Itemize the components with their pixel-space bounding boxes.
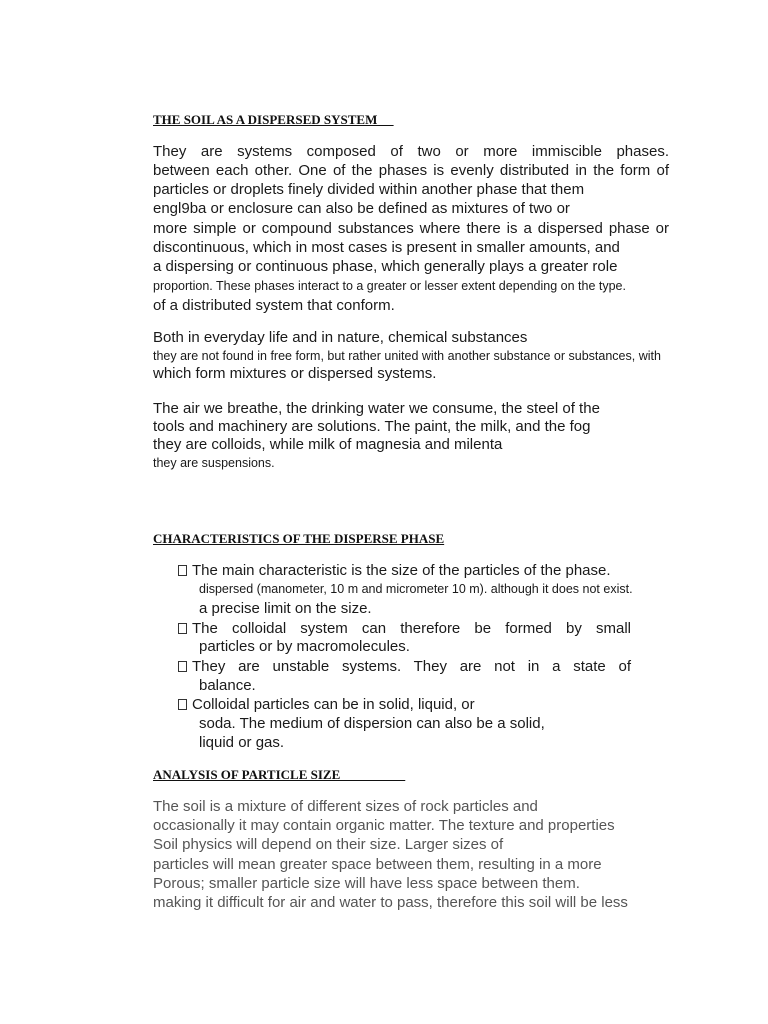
section-heading-disperse-phase: CHARACTERISTICS OF THE DISPERSE PHASE bbox=[153, 531, 445, 546]
bullet-item bbox=[178, 696, 475, 714]
bullet-item bbox=[178, 562, 611, 580]
paragraph-line: between each other. One of the phases is evenly distributed in the form of bbox=[153, 162, 669, 179]
paragraph-line: they are colloids, while milk of magnesia and milenta bbox=[153, 436, 503, 453]
bullet-box-icon bbox=[178, 623, 187, 634]
paragraph-line: tools and machinery are solutions. The paint, the milk, and the fog bbox=[153, 418, 591, 435]
paragraph-line: they are suspensions. bbox=[153, 456, 275, 470]
paragraph-line: more simple or compound substances where there is a dispersed phase or bbox=[153, 220, 669, 237]
paragraph-line: making it difficult for air and water to pass, therefore this soil will be less bbox=[153, 894, 628, 911]
section-heading-particle-size: ANALYSIS OF PARTICLE SIZE bbox=[153, 767, 406, 782]
paragraph-line: particles or droplets finely divided within another phase that them bbox=[153, 181, 585, 198]
paragraph-line: which form mixtures or dispersed systems. bbox=[153, 365, 437, 382]
paragraph-line: Porous; smaller particle size will have less space between them. bbox=[153, 875, 580, 892]
bullet-continuation: dispersed (manometer, 10 m and micrometer 10 m). although it does not exist. bbox=[199, 582, 633, 596]
paragraph-line: they are not found in free form, but rather united with another substance or substances, with bbox=[153, 349, 661, 363]
paragraph-line: They are systems composed of two or more immiscible phases. bbox=[153, 143, 669, 160]
paragraph-line: proportion. These phases interact to a greater or lesser extent depending on the type. bbox=[153, 279, 626, 293]
bullet-box-icon bbox=[178, 699, 187, 710]
paragraph-line: of a distributed system that conform. bbox=[153, 297, 395, 314]
bullet-continuation: balance. bbox=[199, 677, 256, 694]
bullet-item bbox=[178, 620, 631, 638]
bullet-continuation: soda. The medium of dispersion can also be a solid, bbox=[199, 715, 545, 732]
paragraph-line: particles will mean greater space between them, resulting in a more bbox=[153, 856, 602, 873]
paragraph-line: The soil is a mixture of different sizes of rock particles and bbox=[153, 798, 538, 815]
paragraph-line: Soil physics will depend on their size. Larger sizes of bbox=[153, 836, 504, 853]
bullet-continuation: a precise limit on the size. bbox=[199, 600, 372, 617]
bullet-continuation: liquid or gas. bbox=[199, 734, 285, 751]
bullet-text: The main characteristic is the size of the particles of the phase. bbox=[192, 562, 611, 579]
paragraph-line: discontinuous, which in most cases is present in smaller amounts, and bbox=[153, 239, 620, 256]
paragraph-line: occasionally it may contain organic matter. The texture and properties bbox=[153, 817, 615, 834]
bullet-continuation: particles or by macromolecules. bbox=[199, 638, 410, 655]
paragraph-line: Both in everyday life and in nature, chemical substances bbox=[153, 329, 528, 346]
paragraph-line: The air we breathe, the drinking water we consume, the steel of the bbox=[153, 400, 600, 417]
bullet-box-icon bbox=[178, 661, 187, 672]
paragraph-line: engl9ba or enclosure can also be defined as mixtures of two or bbox=[153, 200, 570, 217]
bullet-box-icon bbox=[178, 565, 187, 576]
bullet-text: The colloidal system can therefore be formed by small bbox=[192, 620, 631, 637]
section-heading-soil-dispersed-system: THE SOIL AS A DISPERSED SYSTEM bbox=[153, 112, 394, 127]
paragraph-line: a dispersing or continuous phase, which generally plays a greater role bbox=[153, 258, 618, 275]
bullet-item bbox=[178, 658, 631, 676]
bullet-text: Colloidal particles can be in solid, liquid, or bbox=[192, 696, 475, 713]
bullet-text: They are unstable systems. They are not in a state of bbox=[192, 658, 631, 675]
